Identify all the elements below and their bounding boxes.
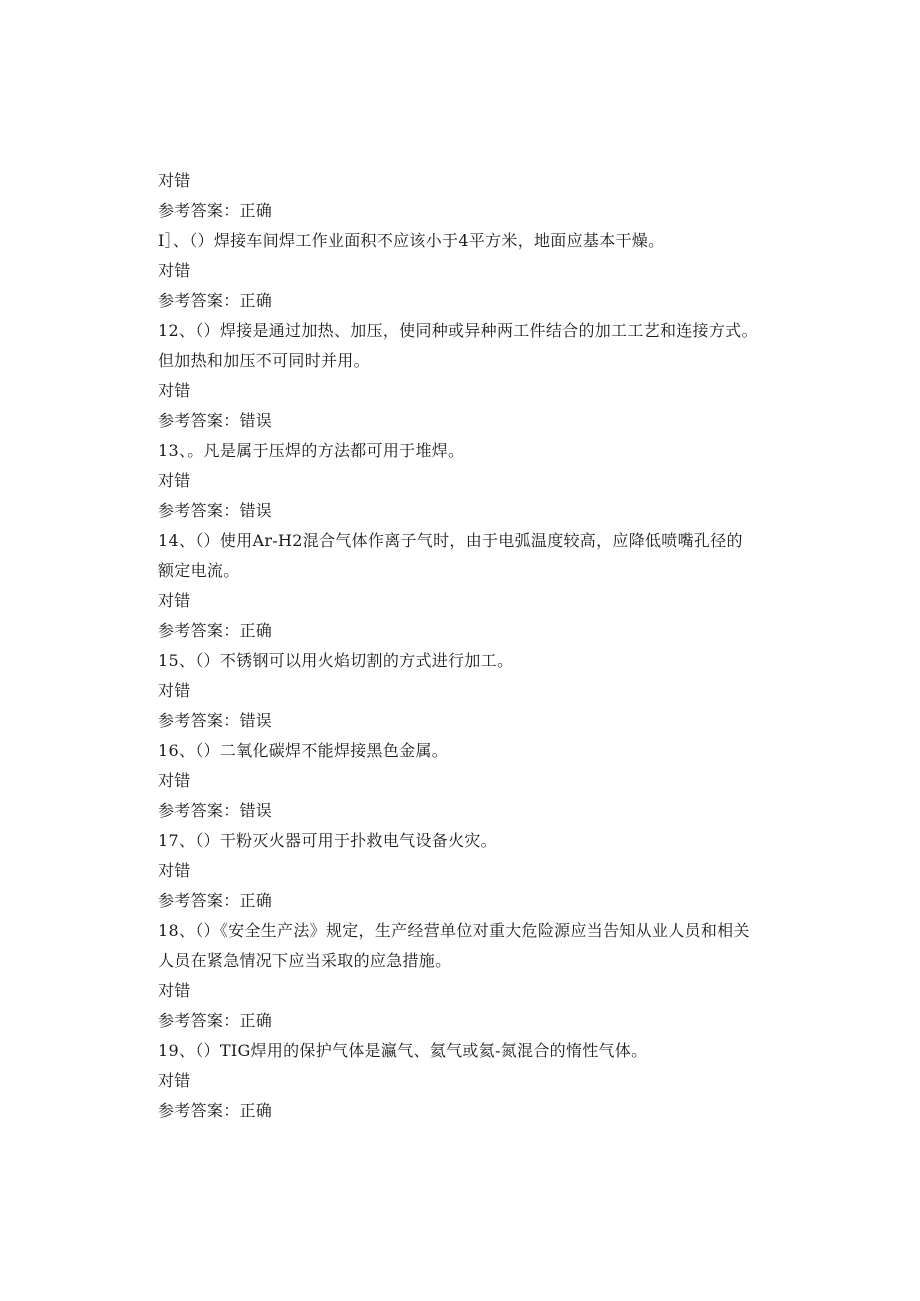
options-text: 对错 <box>158 861 191 880</box>
options-text: 对错 <box>158 471 191 490</box>
answer-text: 参考答案：正确 <box>158 1101 273 1120</box>
question-text: 13、。凡是属于压焊的方法都可用于堆焊。 <box>158 441 465 460</box>
options-text: 对错 <box>158 771 191 790</box>
question-text: 19、（）TIG焊用的保护气体是瀛气、氦气或氦-氮混合的惰性气体。 <box>158 1041 648 1060</box>
answer-text: 参考答案：错误 <box>158 411 273 430</box>
question-text: 12、（）焊接是通过加热、加压，使同种或异种两工件结合的加工工艺和连接方式。但加热和加压不可同时并用。 <box>158 321 758 370</box>
question-text: 15、（）不锈钢可以用火焰切割的方式进行加工。 <box>158 651 514 670</box>
options-text: 对错 <box>158 381 191 400</box>
question-text: 16、（）二氧化碳焊不能焊接黑色金属。 <box>158 741 449 760</box>
options-text: 对错 <box>158 981 191 1000</box>
answer-text: 参考答案：正确 <box>158 291 273 310</box>
question-text: 18、（）《安全生产法》规定，生产经营单位对重大危险源应当告知从业人员和相关人员在紧急情况下应当采取的应急措施。 <box>158 921 750 970</box>
question-text: I］、（）焊接车间焊工作业面积不应该小于4平方米，地面应基本干燥。 <box>158 231 665 250</box>
options-text: 对错 <box>158 681 191 700</box>
answer-text: 参考答案：正确 <box>158 891 273 910</box>
options-text: 对错 <box>158 591 191 610</box>
options-text: 对错 <box>158 171 191 190</box>
answer-text: 参考答案：正确 <box>158 201 273 220</box>
document-page <box>158 166 758 1126</box>
question-text: 14、（）使用Ar-H2混合气体作离子气时，由于电弧温度较高，应降低喷嘴孔径的额定电流。 <box>158 531 743 580</box>
answer-text: 参考答案：错误 <box>158 801 273 820</box>
answer-text: 参考答案：错误 <box>158 501 273 520</box>
answer-text: 参考答案：正确 <box>158 621 273 640</box>
options-text: 对错 <box>158 261 191 280</box>
options-text: 对错 <box>158 1071 191 1090</box>
answer-text: 参考答案：正确 <box>158 1011 273 1030</box>
question-text: 17、（）干粉灭火器可用于扑救电气设备火灾。 <box>158 831 497 850</box>
answer-text: 参考答案：错误 <box>158 711 273 730</box>
